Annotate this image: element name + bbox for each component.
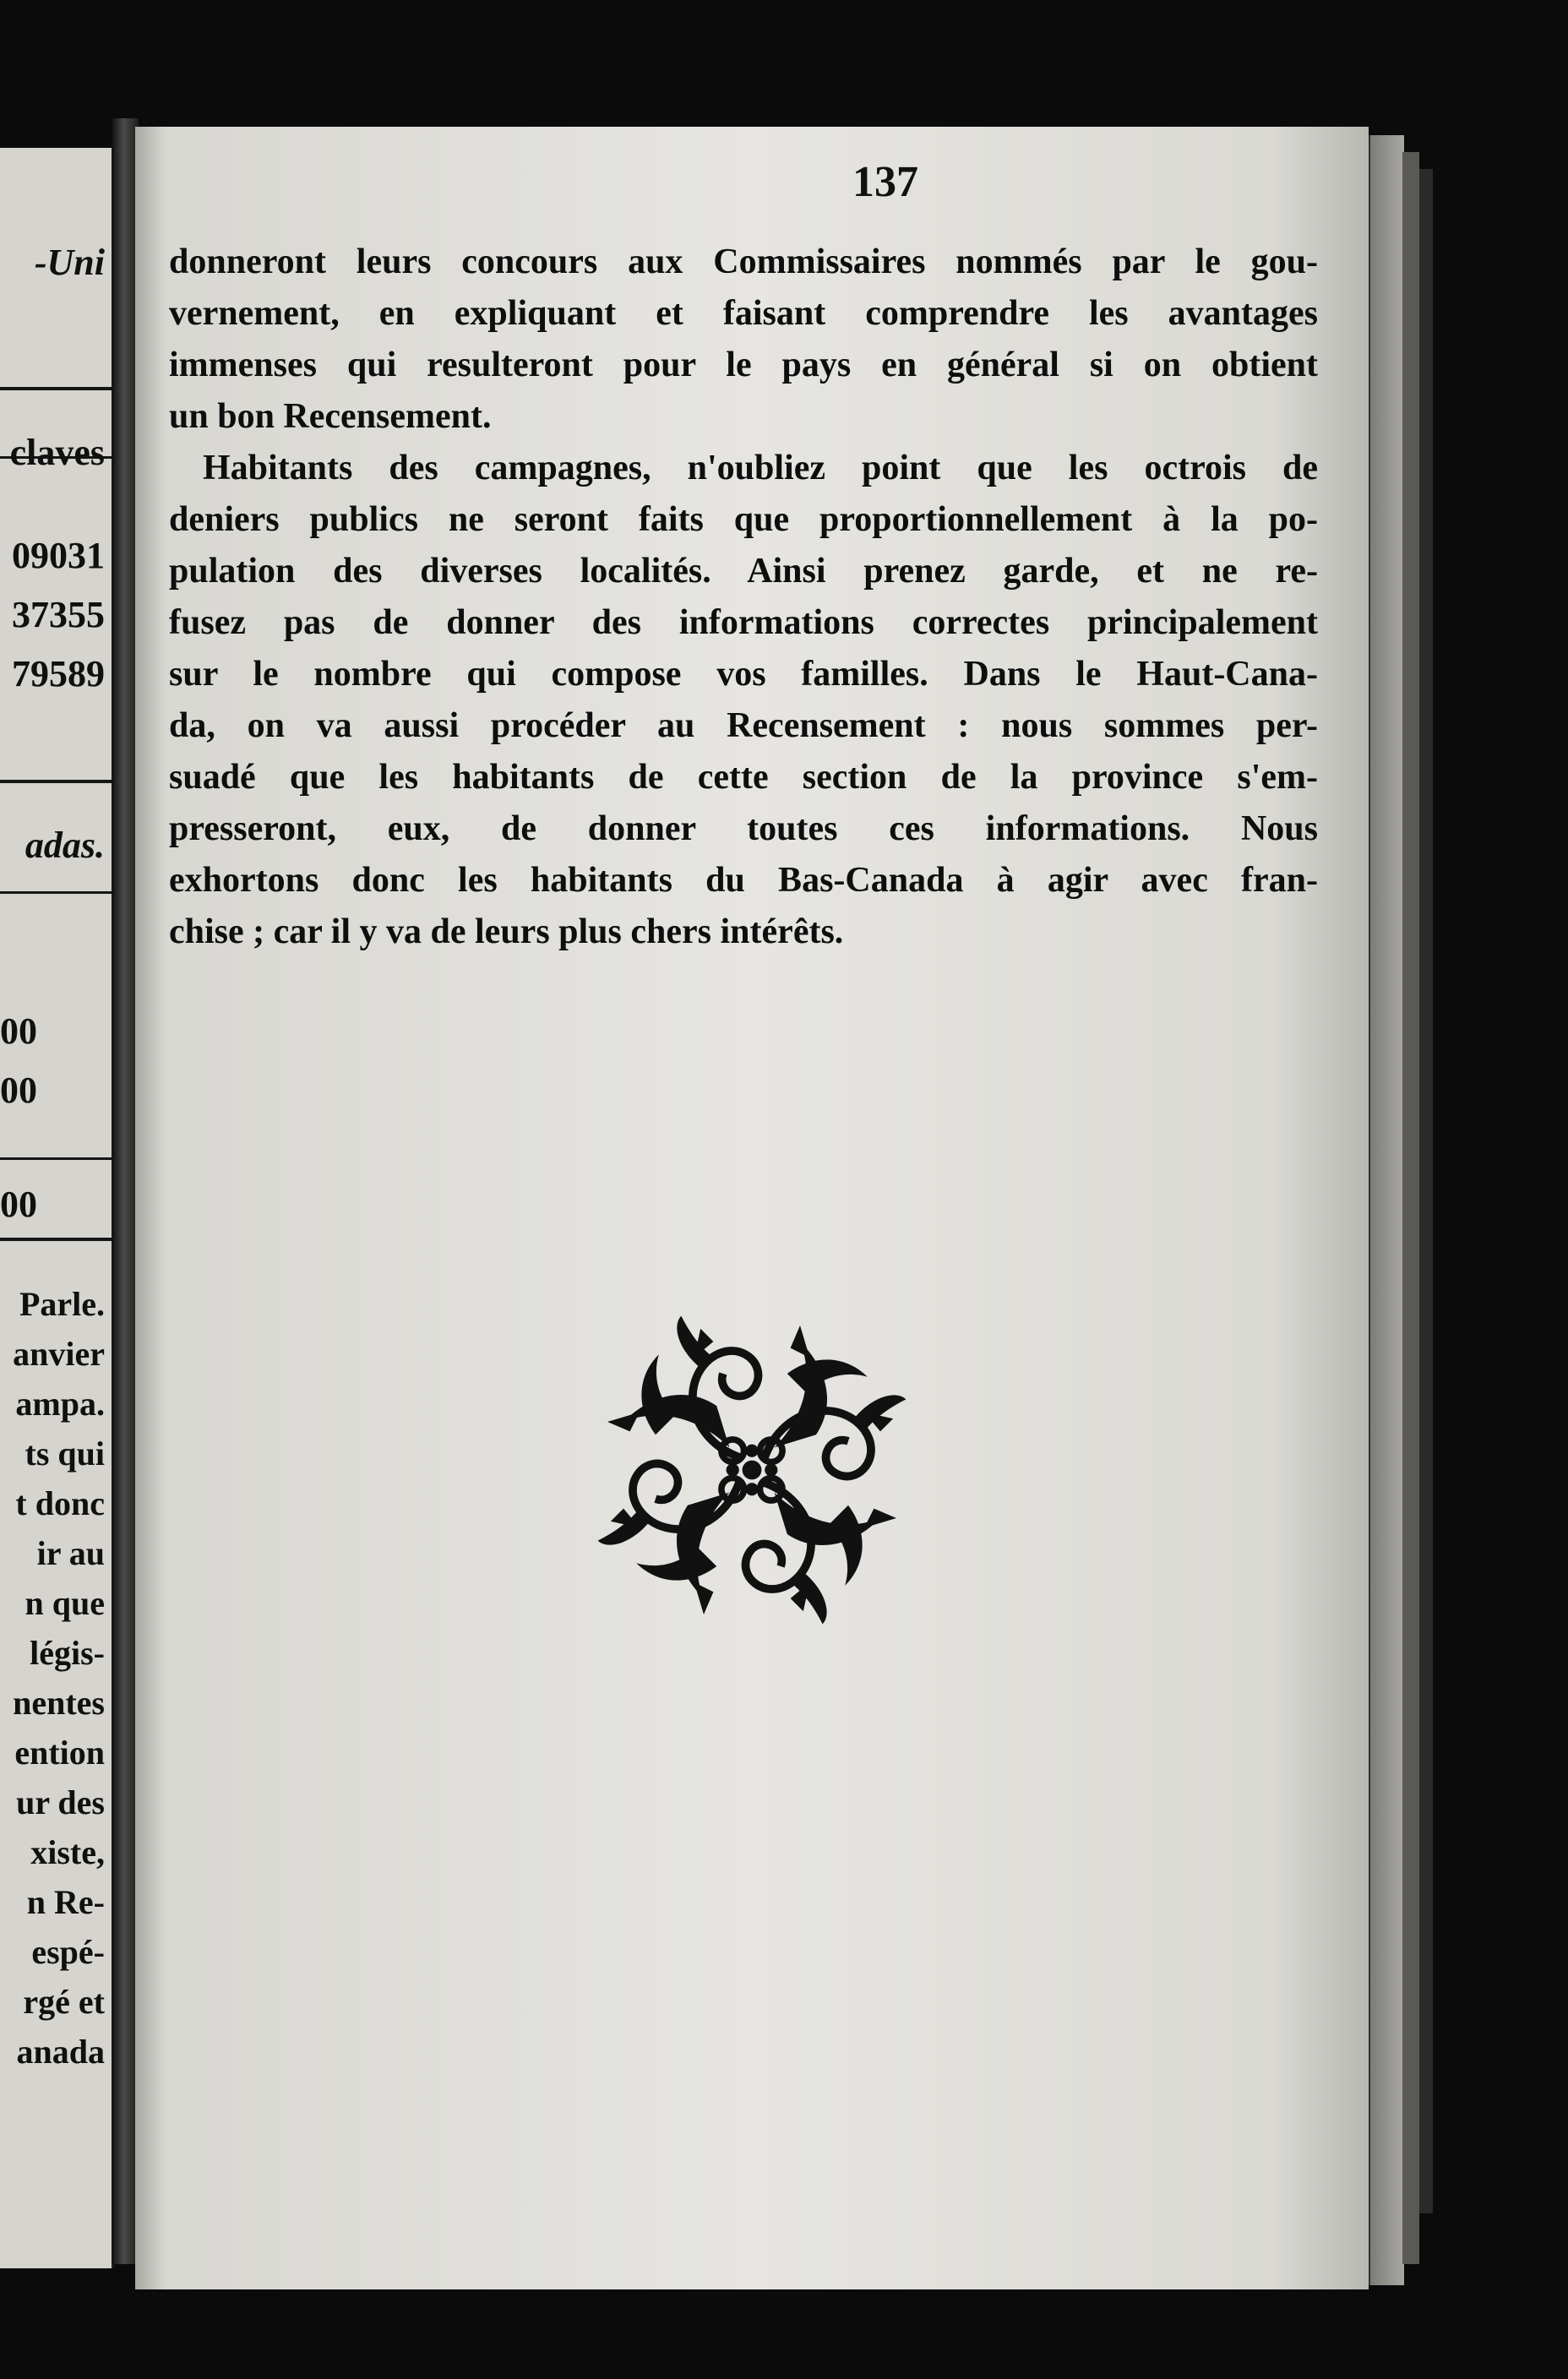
floral-ornament-icon xyxy=(591,1309,912,1630)
facing-page-fragment xyxy=(0,148,114,2268)
table-rule xyxy=(0,780,112,783)
page-number: 137 xyxy=(852,158,918,206)
text-line: vernement, en expliquant et faisant comprendre les avantages xyxy=(169,294,1318,333)
left-fragment: légis- xyxy=(30,1634,105,1672)
left-fragment: n que xyxy=(24,1584,105,1622)
page-edge xyxy=(1402,152,1419,2264)
left-fragment: claves xyxy=(9,432,105,473)
left-fragment: nentes xyxy=(13,1684,105,1722)
text-line: sur le nombre qui compose vos familles. Dans le Haut-Cana- xyxy=(169,655,1318,694)
left-fragment: xiste, xyxy=(30,1833,105,1871)
page-edge xyxy=(1419,169,1433,2213)
table-rule xyxy=(0,1238,112,1241)
left-fragment: anada xyxy=(16,2033,105,2071)
text-line: exhortons donc les habitants du Bas-Canada à agir avec fran- xyxy=(169,861,1318,900)
left-fragment: espé- xyxy=(31,1933,105,1971)
text-line: pulation des diverses localités. Ainsi prenez garde, et ne re- xyxy=(169,552,1318,591)
text-line: presseront, eux, de donner toutes ces informations. Nous xyxy=(169,809,1318,848)
text-line: fusez pas de donner des informations correctes principalement xyxy=(169,603,1318,642)
text-line: immenses qui resulteront pour le pays en général si on obtient xyxy=(169,346,1318,384)
left-fragment: adas. xyxy=(24,825,105,866)
text-line: donneront leurs concours aux Commissaires nommés par le gou- xyxy=(169,242,1318,281)
left-fragment: ur des xyxy=(16,1783,105,1821)
left-fragment: Parle. xyxy=(19,1285,105,1323)
left-fragment: ir au xyxy=(36,1534,105,1572)
table-rule xyxy=(0,1157,112,1160)
text-line: un bon Recensement. xyxy=(169,397,492,436)
left-fragment: ention xyxy=(14,1734,105,1772)
text-line: deniers publics ne seront faits que proportionnellement à la po- xyxy=(169,500,1318,539)
table-rule xyxy=(0,387,112,390)
left-fragment: 79589 xyxy=(12,653,105,694)
text-line: Habitants des campagnes, n'oubliez point que les octrois de xyxy=(203,449,1318,487)
left-fragment: 00 xyxy=(0,1010,37,1052)
left-fragment: 00 xyxy=(0,1184,37,1225)
left-fragment: t donc xyxy=(15,1484,105,1522)
text-line: chise ; car il y va de leurs plus chers intérêts. xyxy=(169,912,844,951)
left-fragment: 00 xyxy=(0,1070,37,1111)
paragraph xyxy=(169,443,1318,958)
paragraph xyxy=(169,237,1318,443)
body-text xyxy=(169,237,1318,958)
text-line: suadé que les habitants de cette section de la province s'em- xyxy=(169,758,1318,797)
text-line: da, on va aussi procéder au Recensement : nous sommes per- xyxy=(169,706,1318,745)
left-fragment: ts qui xyxy=(24,1434,105,1473)
left-fragment: -Uni xyxy=(34,242,105,283)
left-fragment: rgé et xyxy=(23,1983,105,2021)
left-fragment: 09031 xyxy=(12,535,105,576)
table-rule xyxy=(0,891,112,894)
left-fragment: anvier xyxy=(13,1335,105,1373)
left-fragment: n Re- xyxy=(26,1883,105,1921)
left-fragment: 37355 xyxy=(12,594,105,635)
left-fragment: ampa. xyxy=(15,1385,105,1423)
page-edge xyxy=(1369,135,1404,2285)
